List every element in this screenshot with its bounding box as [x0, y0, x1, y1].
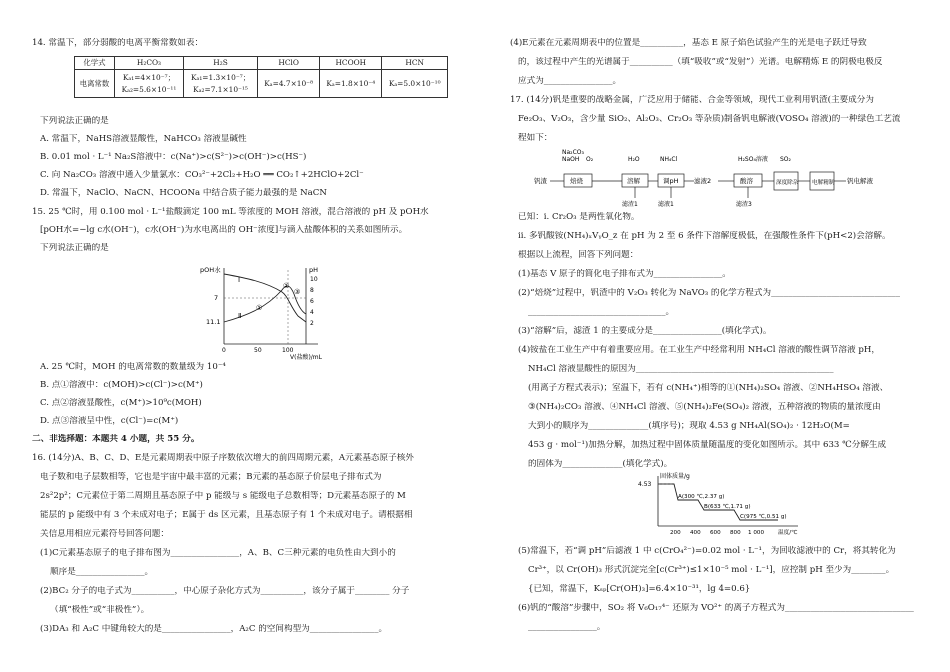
q16-sub-4-cont: 应式为________________。 [518, 76, 622, 86]
tick-left-7: 7 [214, 294, 219, 302]
tick-x: 0 [222, 347, 226, 354]
thermogravimetric-chart [638, 470, 838, 542]
q14-prompt: 下列说法正确的是 [40, 116, 109, 126]
tick-x: 100 [282, 347, 294, 354]
x-tick: 200 [670, 530, 681, 536]
tick-right: 6 [310, 298, 314, 305]
known-2: ⅱ. 多钒酸铵(NH₄)ₓVᵧO_z 在 pH 为 2 至 6 条件下溶解度极低，在强酸性条件下(pH<2)会溶解。 [518, 231, 891, 241]
q16-line: 16. (14分)A、B、C、D、E是元素周期表中原子序数依次增大的前四周期元素，A元素基态原子核外 [32, 453, 414, 463]
q17-sub-4-cont: (用离子方程式表示)；室温下，若有 c(NH₄⁺)相等的①(NH₄)₂SO₄ 溶液、②NH₄HSO₄ 溶液、 [528, 383, 889, 393]
tick-x: 50 [254, 347, 262, 354]
q17-sub-2-cont: ________________________________。 [528, 307, 675, 317]
q17-sub-5-cont: Cr³⁺，以 Cr(OH)₃ 形式沉淀完全[c(Cr³⁺)≤1×10⁻⁵ mol · L⁻¹]，应控制 pH 至少为________。 [528, 565, 895, 575]
q16-sub-1-cont: 顺序是________________。 [50, 567, 154, 577]
table-cell [114, 70, 183, 98]
table-header-row [75, 57, 448, 70]
q16-line: 2s²2p²；C元素位于第二周期且基态原子中 p 能级与 s 能级电子总数相等；D元素基态原子的 M [40, 491, 406, 501]
q16-sub-4-cont: 的，该过程中产生的光谱属于__________（填“吸收”或“发射”）光谱。电解精炼 E 的阴极电极反 [518, 57, 883, 67]
flow-mid: 滤液2 [694, 177, 712, 185]
q17-sub-4: (4)铵盐在工业生产中有着重要应用。在工业生产中经常利用 NH₄Cl 溶液的酸性调节溶液 pH， [518, 345, 880, 355]
input-label: O₂ [586, 156, 594, 163]
cell-line: Kₐ₁=4×10⁻⁷； [122, 72, 175, 82]
point-2: ② [283, 282, 290, 290]
q17-sub-5: (5)常温下，若“调 pH”后滤液 1 中 c(CrO₄²⁻)=0.02 mol · L⁻¹，为回收滤液中的 Cr，将其转化为 [518, 546, 896, 556]
input-label: SO₂ [780, 156, 791, 163]
curve-label: Ⅰ [238, 276, 241, 284]
q17-sub-4-cont: 大到小的顺序为______________(填序号)；现取 4.53 g NH₄Al(SO₄)₂ · 12H₂O(M= [528, 421, 850, 431]
tick-left-11: 11.1 [206, 318, 221, 326]
step-label: 酸溶 [740, 177, 753, 185]
tick-right: 10 [310, 276, 318, 283]
table-header: HCOOH [320, 57, 382, 70]
table-cell: Kₐ=4.7×10⁻⁸ [258, 70, 320, 98]
q14-option-c: C. 向 Na₂CO₃ 溶液中通入少量氯水：CO₃²⁻+2Cl₂+H₂O ══ CO₂↑+2HClO+2Cl⁻ [40, 170, 364, 180]
flow-end: 钒电解液 [847, 177, 873, 185]
x-tick: 800 [730, 530, 741, 536]
table-header: H₂CO₃ [114, 57, 183, 70]
right-column [490, 0, 938, 672]
step-label: 溶解 [627, 177, 640, 185]
q17-sub-4-cont: NH₄Cl 溶液显酸性的原因为______________________________________________ [528, 364, 834, 374]
tick-right: 4 [310, 309, 314, 316]
input-label: H₂SO₄溶液 [738, 156, 768, 163]
q16-sub-1: (1)C元素基态原子的电子排布图为________________，A、B、C三种元素的电负性由大到小的 [40, 548, 396, 558]
q16-sub-4: (4)E元素在元素周期表中的位置是__________，基态 E 原子焰色试验产生的光是电子跃迁导致 [510, 38, 867, 48]
q14-option-a: A. 常温下，NaHS溶液显酸性，NaHCO₃ 溶液显碱性 [40, 134, 247, 144]
q17-sub-5-note: {已知，常温下，Kₛₚ[Cr(OH)₃]=6.4×10⁻³¹，lg 4=0.6} [528, 584, 751, 594]
q14-stem: 14. 常温下，部分弱酸的电离平衡常数如表： [32, 38, 204, 48]
q16-line: 能层的 p 能级中有 3 个未成对电子；E属于 ds 区元素，且基态原子有 1 个未成对电子。请根据相 [40, 510, 413, 520]
table-cell: Kₐ=5.0×10⁻¹⁰ [382, 70, 448, 98]
step-label: 调pH [663, 177, 679, 185]
point-c: C(975 ℃,0.51 g) [740, 514, 787, 520]
table-header: 化学式 [75, 57, 115, 70]
q15-option-b: B. 点①溶液中：c(MOH)>c(Cl⁻)>c(M⁺) [40, 380, 203, 390]
q17-sub-4-cont: 453 g · mol⁻¹)加热分解，加热过程中固体质量随温度的变化如图所示。其中 633 ℃分解生成 [528, 440, 887, 450]
q17-sub-3: (3)“溶解”后，滤渣 1 的主要成分是________________(填化学式)。 [518, 326, 772, 336]
q15-stem-3: 下列说法正确的是 [40, 243, 109, 253]
q17-sub-1: (1)基态 V 原子的简化电子排布式为________________。 [518, 269, 731, 279]
point-3: ③ [294, 288, 301, 296]
q17-line: 程如下： [518, 133, 553, 143]
input-label: H₂O [628, 156, 640, 163]
output-label: 滤渣1 [622, 201, 638, 208]
q17-sub-2: (2)“焙烧”过程中，钒渣中的 V₂O₃ 转化为 NaVO₃ 的化学方程式为______________________________ [518, 288, 900, 298]
q16-sub-2: (2)BC₂ 分子的电子式为__________，中心原子杂化方式为__________，该分子属于________ 分子 [40, 586, 410, 596]
x-tick: 1 000 [748, 530, 765, 536]
output-label: 滤渣3 [736, 201, 752, 208]
acid-constant-table [74, 56, 448, 98]
q15-option-a: A. 25 ℃时，MOH 的电离常数的数量级为 10⁻⁴ [40, 362, 226, 372]
q17-sub-6: (6)钒的“酸溶”步骤中，SO₂ 将 V₆O₁₇⁴⁻ 还原为 VO²⁺ 的离子方程式为______________________________ [518, 603, 914, 613]
table-cell [183, 70, 257, 98]
input-label: NaOH [562, 156, 580, 163]
q17-sub-4-cont: 的固体为______________(填化学式)。 [528, 459, 673, 469]
cell-line: Kₐ₂=5.6×10⁻¹¹ [121, 84, 177, 94]
point-b: B(633 ℃,1.71 g) [704, 504, 751, 510]
table-row [75, 70, 448, 98]
q17-sub-4-cont: ③(NH₄)₂CO₃ 溶液、④NH₄Cl 溶液、⑤(NH₄)₂Fe(SO₄)₂ 溶液，五种溶液的物质的量浓度由 [528, 402, 881, 412]
point-1: ① [256, 304, 263, 312]
tick-right: 2 [310, 320, 314, 327]
left-column [12, 0, 462, 672]
q16-sub-3: (3)DA₃ 和 A₂C 中键角较大的是________________，A₂C 的空间构型为________________。 [40, 624, 388, 634]
x-tick: 400 [690, 530, 701, 536]
process-flowchart [534, 146, 934, 210]
x-label: 温度/℃ [778, 530, 798, 536]
x-tick: 600 [710, 530, 721, 536]
table-header: HCN [382, 57, 448, 70]
input-label: NH₄Cl [660, 156, 678, 163]
step-label: 电解精制 [812, 180, 835, 186]
q17-line: Fe₂O₃、V₂O₃，含少量 SiO₂、Al₂O₃、Cr₂O₃ 等杂质)制备钒电解液(VOSO₄ 溶液)的一种绿色工艺流 [518, 114, 901, 124]
known-3: 根据以上流程，回答下列问题： [518, 250, 639, 260]
input-label: Na₂CO₃ [562, 149, 584, 156]
q16-line: 关信息用相应元素符号回答问题： [40, 529, 169, 539]
titration-chart [186, 260, 346, 360]
table-header: HClO [258, 57, 320, 70]
q17-sub-6-cont: ________________。 [528, 622, 606, 632]
cell-line: Kₐ₂=7.1×10⁻¹⁵ [193, 84, 248, 94]
table-header: H₂S [183, 57, 257, 70]
table-cell: Kₐ=1.8×10⁻⁴ [320, 70, 382, 98]
section-title: 二、非选择题：本题共 4 小题，共 55 分。 [32, 434, 200, 444]
q15-stem-1: 15. 25 ℃时，用 0.100 mol · L⁻¹盐酸滴定 100 mL 等浓度的 MOH 溶液，混合溶液的 pH 及 pOH水 [32, 207, 429, 217]
q14-option-d: D. 常温下，NaClO、NaCN、HCOONa 中结合质子能力最强的是 NaCN [40, 188, 327, 198]
y-left-label: pOH水 [200, 266, 221, 274]
step-label: 焙烧 [570, 177, 583, 185]
point-a: A(300 ℃,2.37 g) [678, 494, 725, 500]
tick-right: 8 [310, 287, 314, 294]
q15-option-c: C. 点②溶液显酸性，c(M⁺)>10⁹c(MOH) [40, 398, 202, 408]
y-label: 固体质量/g [660, 473, 690, 480]
q14-option-b: B. 0.01 mol · L⁻¹ Na₂S溶液中：c(Na⁺)>c(S²⁻)>c(OH⁻)>c(HS⁻) [40, 152, 307, 162]
cell-line: Kₐ₁=1.3×10⁻⁷； [190, 72, 251, 82]
q15-stem-2: [pOH水=−lg c水(OH⁻)，c水(OH⁻)为水电离出的 OH⁻浓度]与滴入盐酸体积的关系如图所示。 [40, 225, 408, 235]
step-label: 深度除杂 [776, 180, 799, 186]
x-label: V(盐酸)/mL [290, 354, 322, 360]
q16-sub-2-cont: （填“极性”或“非极性”）。 [50, 605, 150, 615]
row-label: 电离常数 [75, 70, 115, 98]
q16-line: 电子数和电子层数相等，它也是宇宙中最丰富的元素；B元素的基态原子价层电子排布式为 [40, 472, 382, 482]
y-right-label: pH [309, 266, 319, 274]
curve-label: Ⅱ [238, 312, 242, 320]
output-label: 滤液1 [658, 201, 674, 208]
flow-start: 钒渣 [534, 177, 547, 185]
q17-line: 17. (14分)钒是重要的战略金属，广泛应用于储能、合金等领域，现代工业利用钒渣(主要成分为 [510, 95, 874, 105]
q15-option-d: D. 点③溶液呈中性，c(Cl⁻)=c(M⁺) [40, 416, 179, 426]
known-1: 已知：ⅰ. Cr₂O₃ 是两性氧化物。 [518, 212, 640, 222]
y-tick: 4.53 [638, 481, 652, 488]
